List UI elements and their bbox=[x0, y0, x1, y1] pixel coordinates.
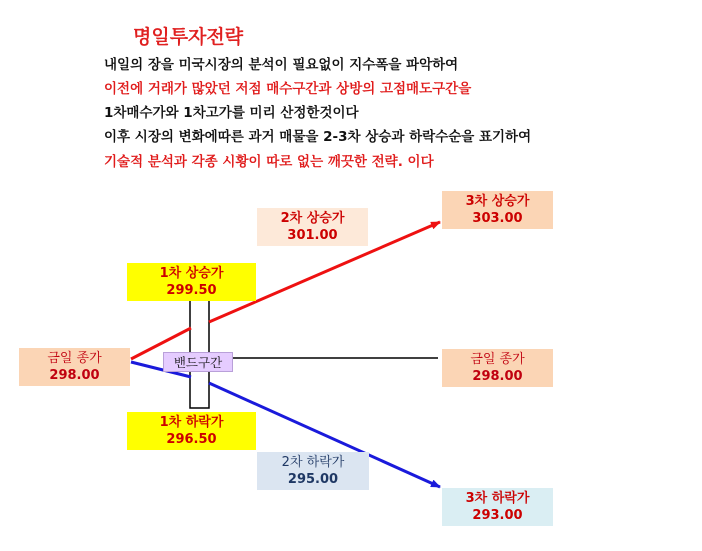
down1-box bbox=[127, 412, 256, 450]
description-line-2: 이전에 거래가 많았던 저점 매수구간과 상방의 고점매도구간을 bbox=[104, 81, 472, 97]
description-line-4: 이후 시장의 변화에따른 과거 매물을 2-3차 상승과 하락수순을 표기하여 bbox=[104, 129, 532, 145]
up1-box bbox=[127, 263, 256, 301]
description-line-5: 기술적 분석과 각종 시황이 따로 없는 깨끗한 전략. 이다 bbox=[104, 154, 434, 170]
up1-value: 299.50 bbox=[166, 283, 217, 298]
up3-label: 3차 상승가 bbox=[465, 194, 530, 209]
down2-value: 295.00 bbox=[287, 472, 339, 487]
close-left-value: 298.00 bbox=[49, 368, 100, 383]
up2-value: 301.00 bbox=[287, 228, 338, 243]
close-right-value: 298.00 bbox=[472, 369, 523, 384]
description-line-3: 1차매수가와 1차고가를 미리 산정한것이다 bbox=[104, 105, 359, 121]
down3-label: 3차 하락가 bbox=[465, 491, 530, 506]
down2-label: 2차 하락가 bbox=[281, 455, 345, 470]
up3-box bbox=[442, 191, 553, 229]
down1-label: 1차 하락가 bbox=[159, 415, 224, 430]
down3-box bbox=[442, 488, 553, 526]
close-right-label: 금일 종가 bbox=[470, 352, 525, 367]
up3-value: 303.00 bbox=[472, 211, 523, 226]
close-left-label: 금일 종가 bbox=[47, 351, 102, 366]
description-line-1: 내일의 장을 미국시장의 분석이 필요없이 지수폭을 파악하여 bbox=[104, 57, 459, 73]
page-title: 명일투자전략 bbox=[133, 26, 244, 48]
up1-label: 1차 상승가 bbox=[159, 266, 224, 281]
down2-box bbox=[257, 452, 369, 490]
band-label: 밴드구간 bbox=[163, 352, 233, 372]
down1-value: 296.50 bbox=[166, 432, 217, 447]
down3-value: 293.00 bbox=[472, 508, 523, 523]
close-right-box bbox=[442, 349, 553, 387]
close-left-box bbox=[19, 348, 130, 386]
up2-label: 2차 상승가 bbox=[280, 211, 345, 226]
up2-box bbox=[257, 208, 368, 246]
